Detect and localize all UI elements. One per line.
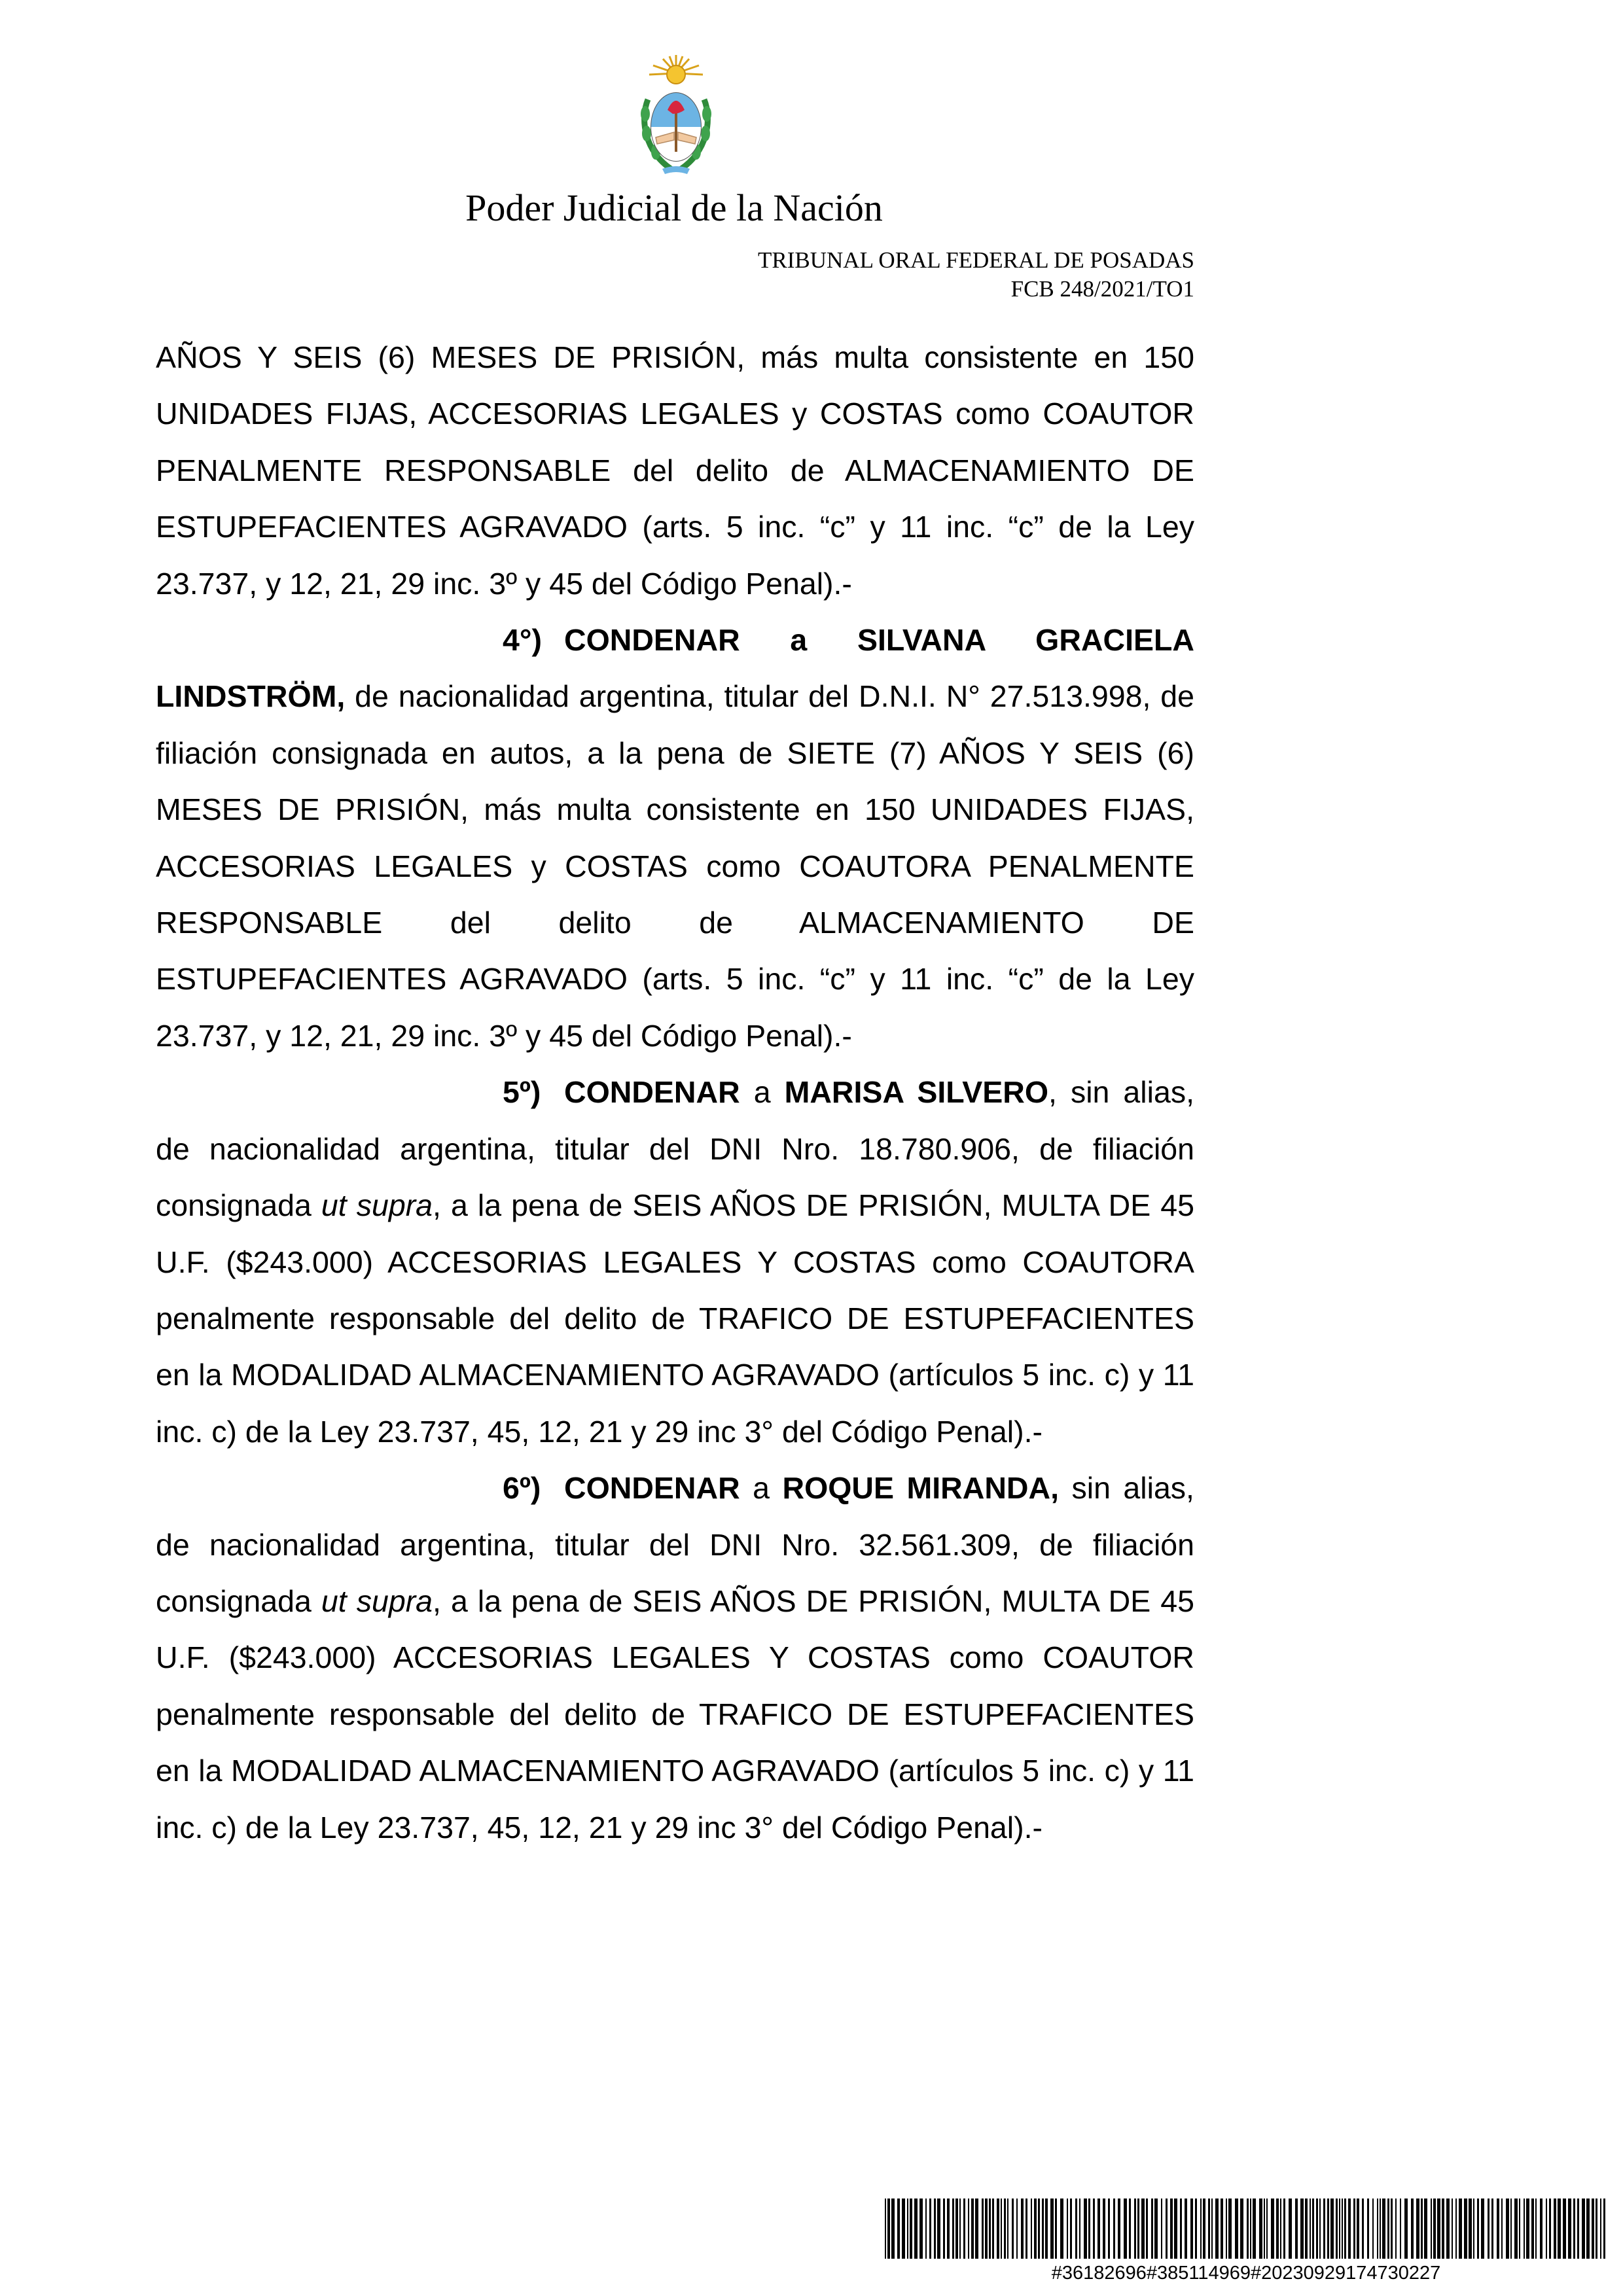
item-number: 5º) xyxy=(503,1075,541,1110)
barcode-bar xyxy=(937,2199,940,2259)
barcode-bar xyxy=(1416,2199,1419,2259)
barcode-bar xyxy=(1323,2199,1325,2259)
barcode-bar xyxy=(1141,2199,1145,2259)
barcode-bar xyxy=(1004,2199,1006,2259)
barcode-bar xyxy=(1215,2199,1219,2259)
paragraph-item-5 xyxy=(156,1064,1194,1460)
barcode-bar xyxy=(1582,2199,1585,2259)
resolution-body xyxy=(156,329,1194,1856)
barcode-bar xyxy=(1180,2199,1182,2259)
barcode-bar xyxy=(1546,2199,1547,2259)
paragraph-item-6 xyxy=(156,1460,1194,1856)
barcode-bar xyxy=(1174,2199,1177,2259)
barcode-bar xyxy=(1488,2199,1489,2259)
barcode-bar xyxy=(1442,2199,1444,2259)
barcode-bar xyxy=(1016,2199,1018,2259)
barcode-bar xyxy=(997,2199,999,2259)
barcode-bar xyxy=(1342,2199,1343,2259)
barcode-bar xyxy=(1226,2199,1227,2259)
barcode-bar xyxy=(885,2199,886,2259)
barcode-bar xyxy=(971,2199,974,2259)
barcode-bar xyxy=(1316,2199,1318,2259)
barcode-bar xyxy=(1305,2199,1308,2259)
barcode-bar xyxy=(955,2199,958,2259)
argentina-coat-of-arms-icon xyxy=(633,54,719,178)
barcode-bar xyxy=(1088,2199,1090,2259)
barcode-bar xyxy=(1464,2199,1467,2259)
barcode-bar xyxy=(1070,2199,1072,2259)
barcode-bar xyxy=(1339,2199,1340,2259)
barcode-bar xyxy=(1203,2199,1205,2259)
barcode-bar xyxy=(1501,2199,1503,2259)
barcode-bar xyxy=(929,2199,931,2259)
barcode-bar xyxy=(1568,2199,1571,2259)
barcode-bar xyxy=(1577,2199,1579,2259)
barcode-bar xyxy=(1510,2199,1512,2259)
barcode-bar xyxy=(1185,2199,1187,2259)
sentence-verb: CONDENAR xyxy=(564,1471,740,1506)
barcode-bar xyxy=(1400,2199,1401,2259)
sentence-verb: CONDENAR xyxy=(564,1075,740,1110)
barcode-bar xyxy=(1280,2199,1281,2259)
barcode-bar xyxy=(1235,2199,1238,2259)
barcode-bar xyxy=(914,2199,918,2259)
barcode-bar xyxy=(1300,2199,1304,2259)
barcode-bar xyxy=(1266,2199,1268,2259)
barcode-bar xyxy=(934,2199,936,2259)
barcode-bar xyxy=(1228,2199,1232,2259)
barcode-bar xyxy=(1031,2199,1032,2259)
barcode-bar xyxy=(907,2199,908,2259)
barcode-bar xyxy=(1295,2199,1298,2259)
barcode-bar xyxy=(1531,2199,1534,2259)
barcode-bar xyxy=(1060,2199,1063,2259)
barcode-bar xyxy=(1055,2199,1057,2259)
barcode-bar xyxy=(1161,2199,1162,2259)
barcode-bar xyxy=(1596,2199,1597,2259)
barcode-bar xyxy=(1093,2199,1095,2259)
barcode-bar xyxy=(1259,2199,1262,2259)
barcode-bar xyxy=(1514,2199,1518,2259)
barcode-bar xyxy=(1170,2199,1173,2259)
barcode-bar xyxy=(1097,2199,1100,2259)
barcode-bar xyxy=(1491,2199,1493,2259)
barcode-bar xyxy=(1380,2199,1381,2259)
barcode-bar xyxy=(1146,2199,1148,2259)
barcode-bar xyxy=(1330,2199,1334,2259)
barcode-bar xyxy=(1446,2199,1450,2259)
barcode-bar xyxy=(919,2199,923,2259)
court-header xyxy=(758,246,1194,304)
barcode-bar xyxy=(1469,2199,1472,2259)
barcode-bar xyxy=(1154,2199,1158,2259)
barcode-bar xyxy=(1586,2199,1590,2259)
barcode-bar xyxy=(1075,2199,1077,2259)
barcode-bar xyxy=(1319,2199,1321,2259)
barcode-bar xyxy=(1327,2199,1329,2259)
barcode-bar xyxy=(925,2199,927,2259)
barcode-bar xyxy=(1452,2199,1453,2259)
barcode-bar xyxy=(891,2199,895,2259)
paragraph-text: de nacionalidad argentina, titular del D.N.I. N° 27.513.998, de filiación consignada en autos, a la pena de SIETE (7) AÑOS Y SEIS (6) MESES DE PRISIÓN, más multa consistente en 150 UNIDADES FIJAS, ACCESORIAS LEGALES y COSTAS como COAUTORA PENALMENTE RESPONSABLE del delito de ALMACENAMIENTO DE ESTUPEFACIENTES AGRAVADO (arts. 5 inc. “c” y 11 inc. “c” de la Ley 23.737, y 12, 21, 29 inc. 3º y 45 del Código Penal).- xyxy=(156,679,1194,1053)
barcode-bar xyxy=(1129,2199,1131,2259)
barcode-bar xyxy=(1387,2199,1389,2259)
barcode-bar xyxy=(887,2199,890,2259)
barcode-bar xyxy=(1247,2199,1249,2259)
barcode-bar xyxy=(1276,2199,1279,2259)
barcode-bar xyxy=(943,2199,945,2259)
barcode-bar xyxy=(1134,2199,1136,2259)
barcode-bar xyxy=(1137,2199,1139,2259)
barcode-bar xyxy=(1563,2199,1566,2259)
italic-term: ut supra xyxy=(321,1188,433,1223)
barcode-bar xyxy=(975,2199,978,2259)
paragraph-continuation xyxy=(156,329,1194,612)
barcode-bar xyxy=(1084,2199,1087,2259)
barcode-bar xyxy=(1190,2199,1193,2259)
barcode-bar xyxy=(1151,2199,1153,2259)
connector: a xyxy=(740,1471,783,1506)
paragraph-text: , a la pena de SEIS AÑOS DE PRISIÓN, MULTA DE 45 U.F. ($243.000) ACCESORIAS LEGALES Y COSTAS como COAUTOR penalmente responsable del delito de TRAFICO DE ESTUPEFACIENTES en la MODALIDAD ALMACENAMIENTO AGRAVADO (artículos 5 inc. c) y 11 inc. c) de la Ley 23.737, 45, 12, 21 y 29 inc 3° del Código Penal).- xyxy=(156,1583,1194,1845)
barcode-bar xyxy=(1195,2199,1197,2259)
barcode-bar xyxy=(982,2199,984,2259)
barcode-bar xyxy=(1042,2199,1044,2259)
barcode-bar xyxy=(1103,2199,1105,2259)
item-number: 4°) xyxy=(503,623,542,658)
barcode-bar xyxy=(1012,2199,1014,2259)
barcode-bar xyxy=(1353,2199,1355,2259)
barcode-bar xyxy=(902,2199,905,2259)
barcode-bar xyxy=(1079,2199,1080,2259)
barcode-bar xyxy=(1535,2199,1537,2259)
barcode-bar xyxy=(989,2199,991,2259)
barcode-bar xyxy=(1026,2199,1027,2259)
barcode-bar xyxy=(1253,2199,1256,2259)
barcode-bar xyxy=(1310,2199,1311,2259)
barcode-bar xyxy=(897,2199,900,2259)
institution-name: Poder Judicial de la Nación xyxy=(465,186,883,229)
barcode-bar xyxy=(947,2199,950,2259)
barcode-bar xyxy=(1382,2199,1385,2259)
barcode-bar xyxy=(1497,2199,1499,2259)
barcode-bar xyxy=(1540,2199,1543,2259)
defendant-name: MARISA SILVERO xyxy=(784,1075,1048,1110)
connector: a xyxy=(740,1075,785,1110)
barcode-bar xyxy=(952,2199,954,2259)
barcode-bar xyxy=(1124,2199,1127,2259)
italic-term: ut supra xyxy=(321,1583,433,1618)
barcode-bar xyxy=(963,2199,965,2259)
barcode-bar xyxy=(1459,2199,1462,2259)
barcode-bar xyxy=(1554,2199,1556,2259)
paragraph-text: AÑOS Y SEIS (6) MESES DE PRISIÓN, más multa consistente en 150 UNIDADES FIJAS, ACCESORIAS LEGALES y COSTAS como COAUTOR PENALMENTE RESPONSABLE del delito de ALMACENAMIENTO DE ESTUPEFACIENTES AGRAVADO (arts. 5 inc. “c” y 11 inc. “c” de la Ley 23.737, y 12, 21, 29 inc. 3º y 45 del Código Penal).- xyxy=(156,340,1194,601)
barcode-bar xyxy=(1506,2199,1509,2259)
barcode-bar xyxy=(1038,2199,1040,2259)
barcode-bar xyxy=(1404,2199,1408,2259)
barcode-bar xyxy=(1367,2199,1369,2259)
barcode-bar xyxy=(1108,2199,1110,2259)
barcode-bar xyxy=(1573,2199,1575,2259)
barcode-bar xyxy=(1549,2199,1551,2259)
barcode-bar xyxy=(1433,2199,1436,2259)
barcode-bar xyxy=(1250,2199,1251,2259)
barcode-bar xyxy=(1067,2199,1068,2259)
barcode-bar xyxy=(1455,2199,1457,2259)
barcode-bar xyxy=(1357,2199,1359,2259)
barcode-bar xyxy=(1021,2199,1024,2259)
barcode-bar xyxy=(1600,2199,1601,2259)
barcode-bar xyxy=(1437,2199,1440,2259)
barcode-bar xyxy=(1558,2199,1561,2259)
barcode-bar xyxy=(1240,2199,1243,2259)
barcode-bar xyxy=(1221,2199,1223,2259)
barcode-bar xyxy=(1424,2199,1427,2259)
barcode-bar xyxy=(959,2199,961,2259)
barcode-bar xyxy=(968,2199,969,2259)
barcode-bar xyxy=(1312,2199,1314,2259)
barcode-bar xyxy=(1034,2199,1037,2259)
barcode-bar xyxy=(1271,2199,1274,2259)
barcode-text: #36182696#385114969#20230929174730227 xyxy=(1051,2263,1441,2284)
barcode-bar xyxy=(985,2199,988,2259)
sentence-verb: CONDENAR a SILVANA GRACIELA LINDSTRÖM, xyxy=(156,623,1194,714)
paragraph-item-4 xyxy=(156,612,1194,1064)
barcode-bar xyxy=(1283,2199,1285,2259)
barcode-bar xyxy=(1208,2199,1210,2259)
barcode-bar xyxy=(1113,2199,1115,2259)
barcode-bar xyxy=(1526,2199,1529,2259)
paragraph-text: , a la pena de SEIS AÑOS DE PRISIÓN, MULTA DE 45 U.F. ($243.000) ACCESORIAS LEGALES Y COSTAS como COAUTORA penalmente responsable del delito de TRAFICO DE ESTUPEFACIENTES en la MODALIDAD ALMACENAMIENTO AGRAVADO (artículos 5 inc. c) y 11 inc. c) de la Ley 23.737, 45, 12, 21 y 29 inc 3° del Código Penal).- xyxy=(156,1188,1194,1449)
barcode-bar xyxy=(1603,2199,1605,2259)
barcode-bar xyxy=(1264,2199,1265,2259)
barcode-bar xyxy=(1377,2199,1378,2259)
barcode-bar xyxy=(1477,2199,1479,2259)
barcode-bar xyxy=(1001,2199,1002,2259)
barcode-bar xyxy=(1481,2199,1484,2259)
item-number: 6º) xyxy=(503,1471,541,1506)
barcode-bar xyxy=(910,2199,912,2259)
barcode-icon xyxy=(885,2199,1607,2259)
barcode-bar xyxy=(1519,2199,1520,2259)
barcode-bar xyxy=(1421,2199,1423,2259)
barcode-bar xyxy=(1524,2199,1525,2259)
defendant-name: ROQUE MIRANDA, xyxy=(782,1471,1059,1506)
case-number: FCB 248/2021/TO1 xyxy=(1010,276,1194,302)
barcode-bar xyxy=(1344,2199,1346,2259)
barcode-bar xyxy=(1473,2199,1474,2259)
barcode-bar xyxy=(1431,2199,1432,2259)
barcode-bar xyxy=(1348,2199,1351,2259)
barcode-bar xyxy=(1395,2199,1397,2259)
barcode-bar xyxy=(1166,2199,1168,2259)
barcode-bar xyxy=(1362,2199,1364,2259)
barcode-bar xyxy=(992,2199,994,2259)
barcode-bar xyxy=(1592,2199,1594,2259)
barcode-bar xyxy=(1336,2199,1338,2259)
court-name: TRIBUNAL ORAL FEDERAL DE POSADAS xyxy=(758,247,1194,273)
paragraph-text: sin alias, de nacionalidad argentina, titular del DNI Nro. 32.561.309, de filiación consignada xyxy=(156,1471,1194,1618)
barcode-bar xyxy=(1050,2199,1054,2259)
barcode-bar xyxy=(1007,2199,1008,2259)
barcode-bar xyxy=(1045,2199,1048,2259)
barcode-bar xyxy=(1200,2199,1202,2259)
barcode-bar xyxy=(1411,2199,1414,2259)
barcode-bar xyxy=(1372,2199,1374,2259)
paragraph-text: , sin alias, de nacionalidad argentina, titular del DNI Nro. 18.780.906, de filiación consignada xyxy=(156,1075,1194,1223)
barcode-bar xyxy=(1211,2199,1213,2259)
barcode-bar xyxy=(1289,2199,1292,2259)
barcode-bar xyxy=(1118,2199,1120,2259)
barcode-bar xyxy=(1391,2199,1393,2259)
